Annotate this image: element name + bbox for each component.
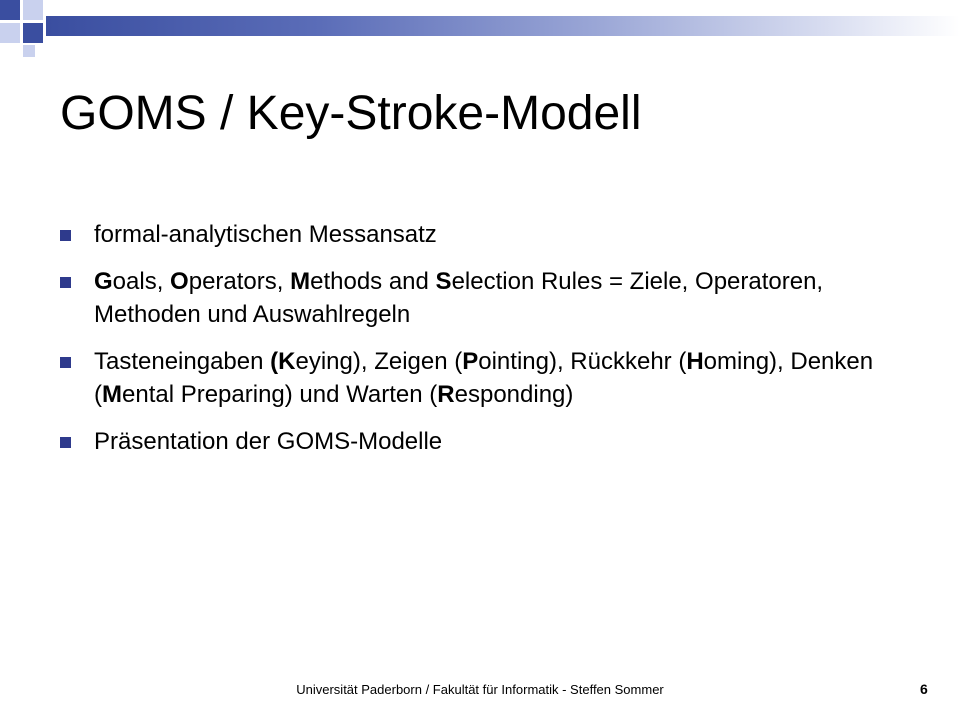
deco-square <box>0 0 20 20</box>
deco-square <box>0 23 20 43</box>
deco-square <box>23 45 35 57</box>
bullet-marker-icon <box>60 357 71 368</box>
bullet-item <box>60 425 920 458</box>
bullet-list <box>60 218 920 472</box>
bold-segment: R <box>437 381 455 408</box>
bullet-text <box>94 221 437 248</box>
text-segment: oming), Denken ( <box>94 348 874 408</box>
gradient-bar <box>46 16 960 36</box>
text-segment: ental Preparing) und Warten ( <box>122 381 438 408</box>
bullet-text <box>94 268 823 328</box>
footer-text: Universität Paderborn / Fakultät für Informatik - Steffen Sommer <box>296 682 664 697</box>
bullet-item <box>60 218 920 251</box>
text-segment: Tasteneingaben <box>94 348 271 375</box>
deco-square <box>23 23 43 43</box>
text-segment: Präsentation der GOMS-Modelle <box>94 428 443 455</box>
bullet-marker-icon <box>60 230 71 241</box>
bold-segment: S <box>435 268 452 295</box>
text-segment: ethods and <box>310 268 436 295</box>
deco-square <box>23 0 43 20</box>
text-segment: perators, <box>188 268 291 295</box>
bold-segment: O <box>170 268 189 295</box>
bullet-item <box>60 265 920 331</box>
bullet-marker-icon <box>60 437 71 448</box>
bullet-text <box>94 428 442 455</box>
text-segment: esponding) <box>454 381 574 408</box>
header-decoration <box>0 0 960 60</box>
slide-title: GOMS / Key-Stroke-Modell <box>60 87 642 140</box>
bold-segment: P <box>462 348 479 375</box>
bold-segment: (K <box>270 348 296 375</box>
bullet-marker-icon <box>60 277 71 288</box>
text-segment: oals, <box>112 268 171 295</box>
text-segment: eying), Zeigen ( <box>295 348 463 375</box>
text-segment: formal-analytischen Messansatz <box>94 221 437 248</box>
bold-segment: G <box>94 268 113 295</box>
text-segment: election Rules = Ziele, Operatoren, Methoden und Auswahlregeln <box>94 268 824 328</box>
bullet-item <box>60 345 920 411</box>
text-segment: ointing), Rückkehr ( <box>478 348 687 375</box>
bold-segment: H <box>686 348 704 375</box>
bullet-text <box>94 348 873 408</box>
bold-segment: M <box>290 268 311 295</box>
bold-segment: M <box>102 381 122 408</box>
page-number: 6 <box>920 681 928 697</box>
